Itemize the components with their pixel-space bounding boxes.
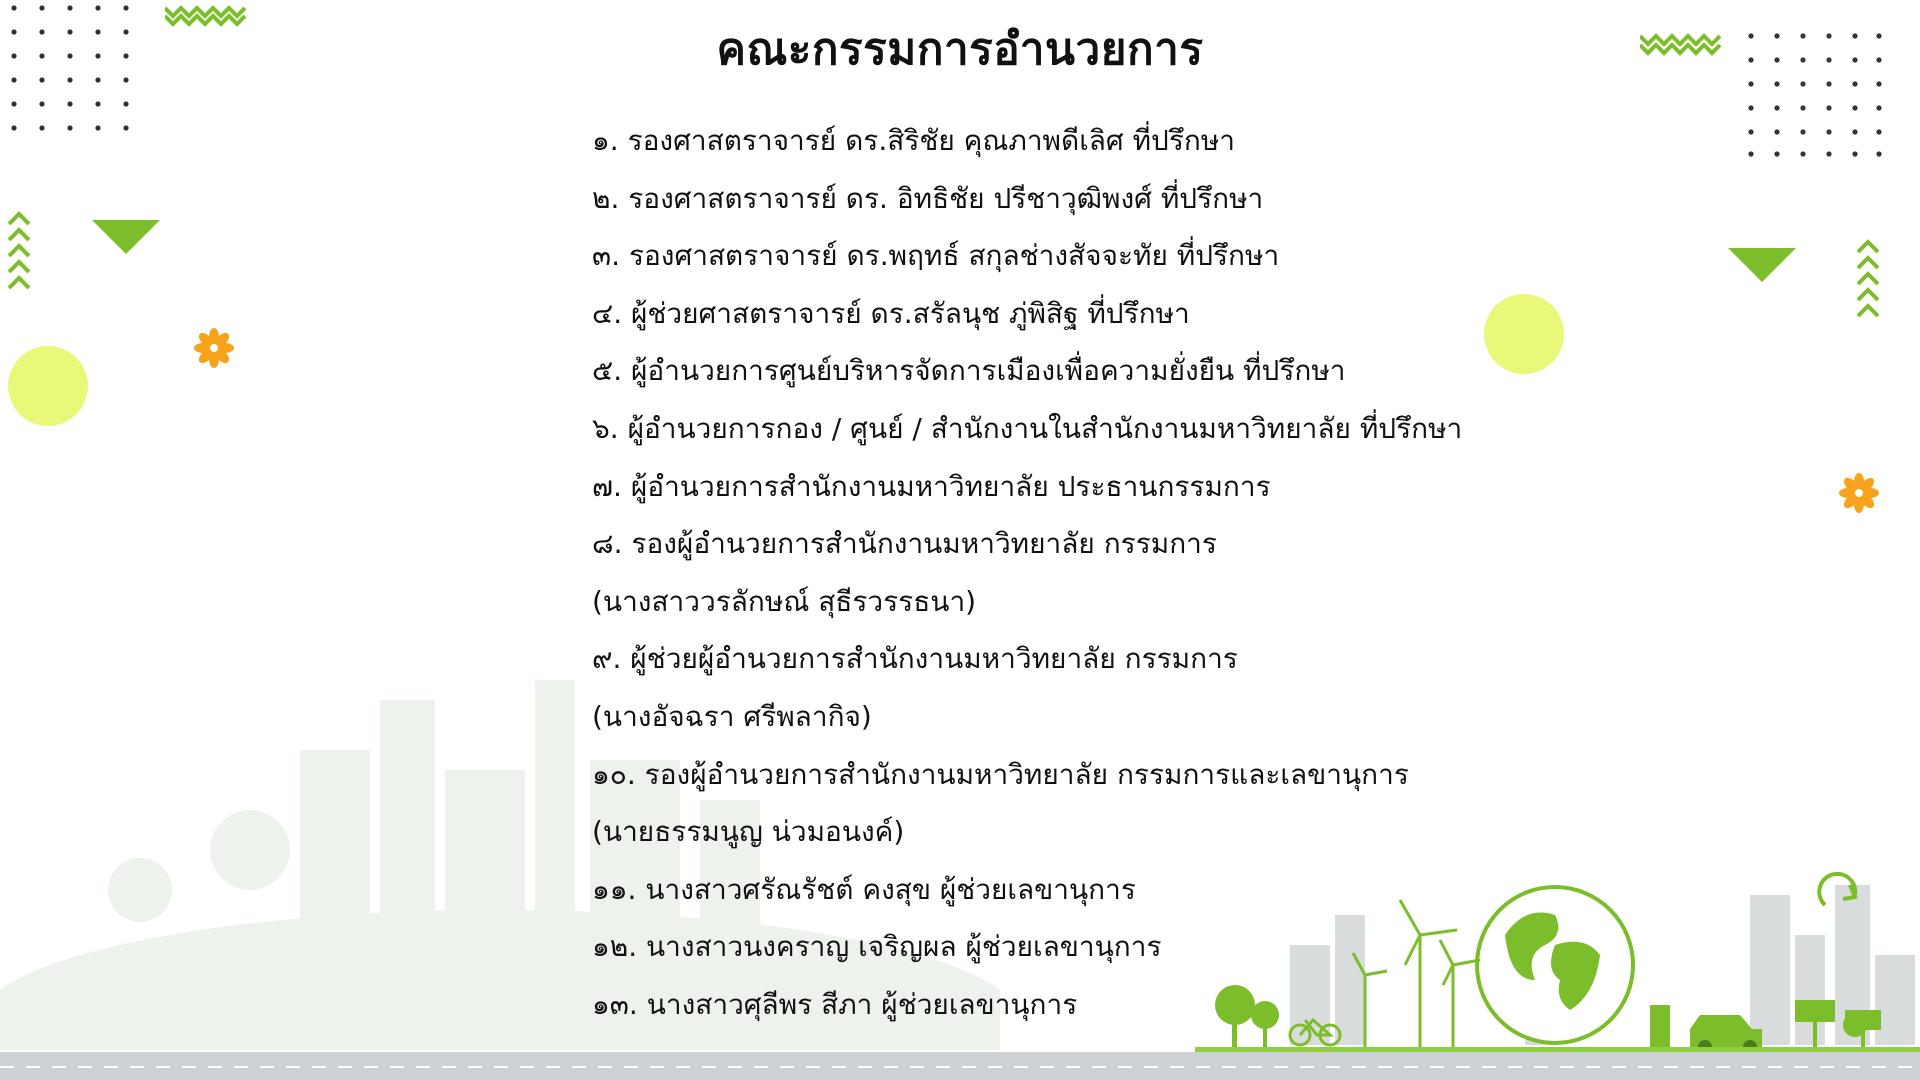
lime-circle-left: [8, 346, 88, 426]
list-item: ๙. ผู้ช่วยผู้อำนวยการสำนักงานมหาวิทยาลัย กรรมการ: [592, 642, 1238, 676]
flower-icon-left: [193, 327, 235, 369]
list-item: ๕. ผู้อำนวยการศูนย์บริหารจัดการเมืองเพื่อความยั่งยืน ที่ปรึกษา: [592, 354, 1346, 388]
list-item: ๑. รองศาสตราจารย์ ดร.สิริชัย คุณภาพดีเลิศ ที่ปรึกษา: [592, 124, 1236, 157]
chevron-up-stack-right: [1855, 238, 1883, 330]
list-item: ๔. ผู้ช่วยศาสตราจารย์ ดร.สรัลนุช ภู่พิสิฐ ที่ปรึกษา: [592, 296, 1190, 330]
list-item: (นางอัจฉรา ศรีพลากิจ): [592, 699, 872, 733]
list-item: ๑๑. นางสาวศรัณรัชต์ คงสุข ผู้ช่วยเลขานุการ: [592, 872, 1136, 906]
list-item: ๓. รองศาสตราจารย์ ดร.พฤทธ์ สกุลช่างสัจจะทัย ที่ปรึกษา: [592, 239, 1280, 273]
list-item: ๗. ผู้อำนวยการสำนักงานมหาวิทยาลัย ประธานกรรมการ: [592, 469, 1271, 503]
list-item: ๖. ผู้อำนวยการกอง / ศูนย์ / สำนักงานในสำนักงานมหาวิทยาลัย ที่ปรึกษา: [592, 411, 1463, 445]
list-item: (นายธรรมนูญ น่วมอนงค์): [592, 815, 905, 849]
triangle-down-right: [1728, 248, 1796, 282]
list-item: ๘. รองผู้อำนวยการสำนักงานมหาวิทยาลัย กรรมการ: [592, 527, 1217, 561]
chevron-up-stack-left: [6, 210, 34, 302]
list-item: (นางสาววรลักษณ์ สุธีรวรรธนา): [592, 584, 977, 618]
list-item: ๑๐. รองผู้อำนวยการสำนักงานมหาวิทยาลัย กรรมการและเลขานุการ: [592, 757, 1409, 791]
committee-list: [592, 112, 1492, 1034]
flower-icon-right: [1838, 472, 1880, 514]
list-item: ๒. รองศาสตราจารย์ ดร. อิทธิชัย ปรีชาวุฒิพงศ์ ที่ปรึกษา: [592, 181, 1264, 215]
list-item: ๑๓. นางสาวศุลีพร สีภา ผู้ช่วยเลขานุการ: [592, 987, 1078, 1021]
road-dash-line: [0, 1066, 1920, 1068]
list-item: ๑๒. นางสาวนงคราญ เจริญผล ผู้ช่วยเลขานุการ: [592, 930, 1162, 964]
triangle-down-left: [92, 220, 160, 254]
page-title: คณะกรรมการอำนวยการ: [716, 24, 1204, 75]
lime-circle-right: [1484, 294, 1564, 374]
